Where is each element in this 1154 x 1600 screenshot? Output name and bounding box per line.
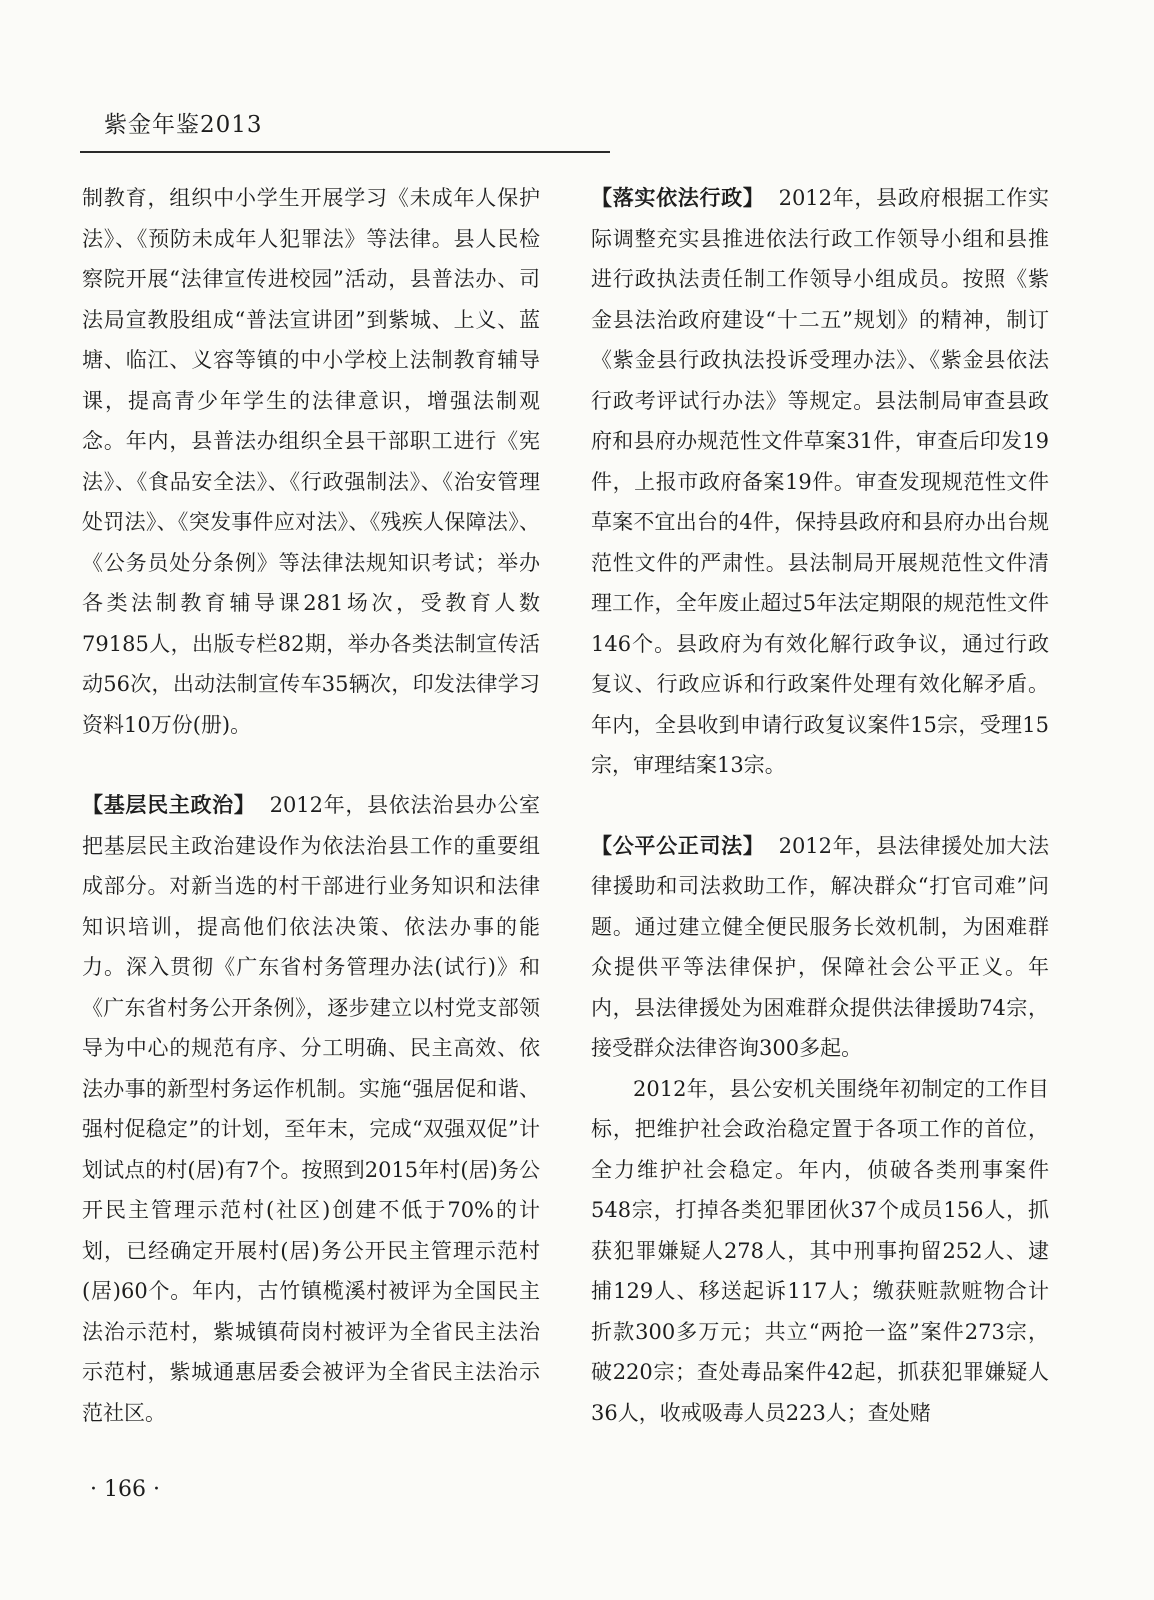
page-number: · 166 · bbox=[90, 1477, 160, 1502]
paragraph-law-education: 制教育，组织中小学生开展学习《未成年人保护法》、《预防未成年人犯罪法》等法律。县人民检察院开展“法律宣传进校园”活动，县普法办、司法局宣教股组成“普法宣讲团”到紫城、上义、蓝塘、临江、义容等镇的中小学校上法制教育辅导课，提高青少年学生的法律意识，增强法制观念。年内，县普法办组织全县干部职工进行《宪法》、《食品安全法》、《行政强制法》、《治安管理处罚法》、《突发事件应对法》、《残疾人保障法》、《公务员处分条例》等法律法规知识考试；举办各类法制教育辅导课281场次，受教育人数79185人，出版专栏82期，举办各类法制宣传活动56次，出动法制宣传车35辆次，印发法律学习资料10万份(册)。 bbox=[82, 186, 540, 737]
header-rule bbox=[80, 151, 610, 153]
section-body: 2012年，县法律援处加大法律援助和司法救助工作，解决群众“打官司难”问题。通过建立健全便民服务长效机制，为困难群众提供平等法律保护，保障社会公平正义。年内，县法律援处为困难群众提供法律援助74宗，接受群众法律咨询300多起。 bbox=[591, 833, 1049, 1060]
right-column bbox=[591, 178, 1049, 1433]
paragraph-public-security: 2012年，县公安机关围绕年初制定的工作目标，把维护社会政治稳定置于各项工作的首位，全力维护社会稳定。年内，侦破各类刑事案件548宗，打掉各类犯罪团伙37个成员156人，抓获犯罪嫌疑人278人，其中刑事拘留252人、逮捕129人、移送起诉117人；缴获赃款赃物合计折款300多万元；共立“两抢一盗”案件273宗，破220宗；查处毒品案件42起，抓获犯罪嫌疑人36人，收戒吸毒人员223人；查处赌 bbox=[591, 1076, 1049, 1425]
section-heading: 【公平公正司法】 bbox=[591, 833, 765, 858]
section-grassroots-democracy bbox=[82, 785, 540, 1433]
section-body: 2012年，县依法治县办公室把基层民主政治建设作为依法治县工作的重要组成部分。对新当选的村干部进行业务知识和法律知识培训，提高他们依法决策、依法办事的能力。深入贯彻《广东省村务管理办法(试行)》和《广东省村务公开条例》，逐步建立以村党支部领导为中心的规范有序、分工明确、民主高效、依法办事的新型村务运作机制。实施“强居促和谐、强村促稳定”的计划，至年末，完成“双强双促”计划试点的村(居)有7个。按照到2015年村(居)务公开民主管理示范村(社区)创建不低于70%的计划，已经确定开展村(居)务公开民主管理示范村(居)60个。年内，古竹镇榄溪村被评为全国民主法治示范村，紫城镇荷岗村被评为全省民主法治示范村，紫城通惠居委会被评为全省民主法治示范社区。 bbox=[82, 793, 540, 1425]
running-header: 紫金年鉴2013 bbox=[104, 112, 263, 138]
left-column bbox=[82, 178, 540, 1433]
section-body: 2012年，县政府根据工作实际调整充实县推进依法行政工作领导小组和县推进行政执法责任制工作领导小组成员。按照《紫金县法治政府建设“十二五”规划》的精神，制订《紫金县行政执法投诉受理办法》、《紫金县依法行政考评试行办法》等规定。县法制局审查县政府和县府办规范性文件草案31件，审查后印发19件，上报市政府备案19件。审查发现规范性文件草案不宜出台的4件，保持县政府和县府办出台规范性文件的严肃性。县法制局开展规范性文件清理工作，全年废止超过5年法定期限的规范性文件146个。县政府为有效化解行政争议，通过行政复议、行政应诉和行政案件处理有效化解矛盾。年内，全县收到申请行政复议案件15宗，受理15宗，审理结案13宗。 bbox=[591, 186, 1049, 777]
section-heading: 【落实依法行政】 bbox=[591, 186, 765, 210]
section-fair-justice bbox=[591, 826, 1049, 1069]
section-heading: 【基层民主政治】 bbox=[82, 793, 256, 817]
section-administration-by-law bbox=[591, 178, 1049, 786]
